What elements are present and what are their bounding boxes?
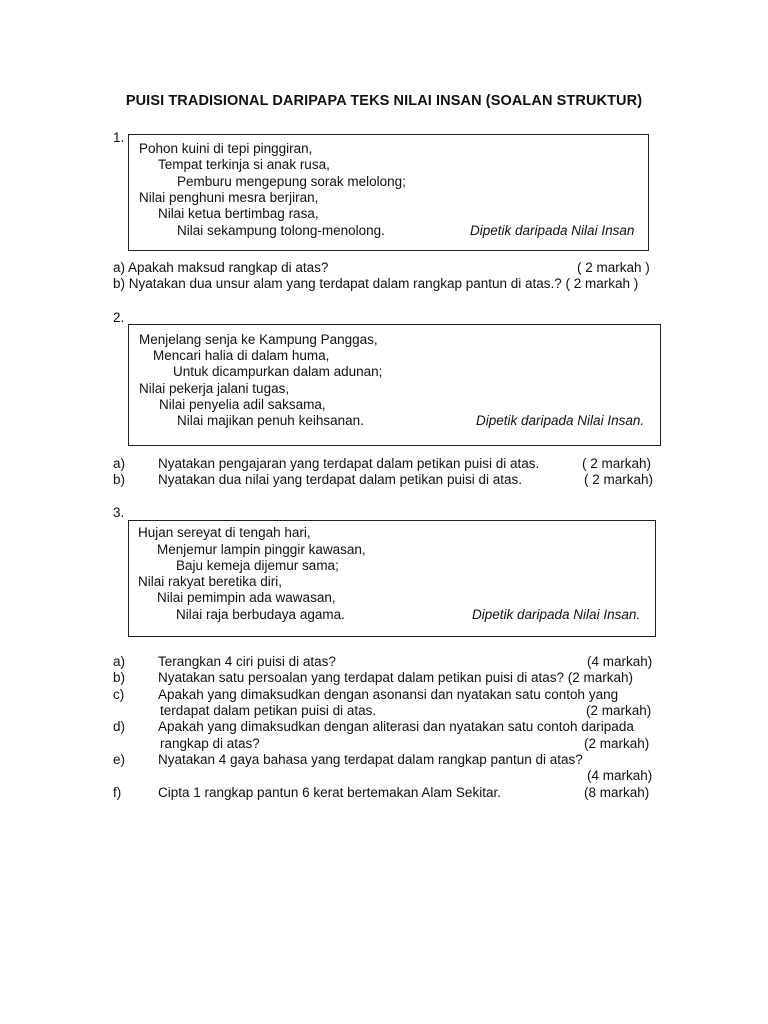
page-title: PUISI TRADISIONAL DARIPAPA TEKS NILAI INSAN (SOALAN STRUKTUR) xyxy=(125,93,643,109)
poem-box-3 xyxy=(128,520,656,637)
question-2b: Nyatakan dua nilai yang terdapat dalam petikan puisi di atas. xyxy=(158,472,522,487)
question-3e: Nyatakan 4 gaya bahasa yang terdapat dalam rangkap pantun di atas? xyxy=(158,752,583,767)
poem-line: Untuk dicampurkan dalam adunan; xyxy=(173,364,383,379)
poem-line: Nilai pemimpin ada wawasan, xyxy=(157,590,336,605)
question-3e-mark: (4 markah) xyxy=(587,768,653,783)
poem-line: Tempat terkinja si anak rusa, xyxy=(158,157,330,172)
poem-line: Nilai pekerja jalani tugas, xyxy=(139,381,290,396)
question-3d-label: d) xyxy=(113,719,126,734)
poem-line: Nilai penghuni mesra berjiran, xyxy=(139,190,319,205)
question-number-1: 1. xyxy=(113,130,125,145)
question-3f-label: f) xyxy=(113,785,122,800)
question-3e-label: e) xyxy=(113,752,126,767)
poem-line: Pohon kuini di tepi pinggiran, xyxy=(139,141,313,156)
question-3c-label: c) xyxy=(113,687,125,702)
poem-line: Mencari halia di dalam huma, xyxy=(153,348,330,363)
question-3a: Terangkan 4 ciri puisi di atas? xyxy=(158,654,336,669)
question-3c-line2: terdapat dalam petikan puisi di atas. xyxy=(160,703,377,718)
poem-line: Hujan sereyat di tengah hari, xyxy=(138,525,311,540)
question-3b: Nyatakan satu persoalan yang terdapat dalam petikan puisi di atas? (2 markah) xyxy=(158,670,634,685)
question-1a: a) Apakah maksud rangkap di atas? xyxy=(113,260,329,275)
poem-line: Menjemur lampin pinggir kawasan, xyxy=(157,542,366,557)
question-2a-mark: ( 2 markah) xyxy=(582,456,652,471)
poem-line: Nilai sekampung tolong-menolong. xyxy=(177,223,385,238)
question-2a: Nyatakan pengajaran yang terdapat dalam petikan puisi di atas. xyxy=(158,456,540,471)
question-1b: b) Nyatakan dua unsur alam yang terdapat dalam rangkap pantun di atas.? ( 2 markah ) xyxy=(113,276,639,291)
poem-line: Nilai majikan penuh keihsanan. xyxy=(177,413,364,428)
poem-source: Dipetik daripada Nilai Insan. xyxy=(476,413,645,428)
question-3b-label: b) xyxy=(113,670,126,685)
question-3f-mark: (8 markah) xyxy=(584,785,650,800)
question-3f: Cipta 1 rangkap pantun 6 kerat bertemakan Alam Sekitar. xyxy=(158,785,501,800)
poem-line: Pemburu mengepung sorak melolong; xyxy=(177,174,406,189)
poem-line: Nilai rakyat beretika diri, xyxy=(138,574,283,589)
question-1a-mark: ( 2 markah ) xyxy=(577,260,650,275)
question-3d-line2: rangkap di atas? xyxy=(160,736,260,751)
question-number-3: 3. xyxy=(113,505,125,520)
question-2b-mark: ( 2 markah) xyxy=(584,472,654,487)
poem-line: Nilai penyelia adil saksama, xyxy=(159,397,326,412)
question-number-2: 2. xyxy=(113,310,125,325)
poem-source: Dipetik daripada Nilai Insan. xyxy=(472,607,641,622)
poem-line: Menjelang senja ke Kampung Panggas, xyxy=(139,332,378,347)
question-3a-label: a) xyxy=(113,654,126,669)
question-3d-line1: Apakah yang dimaksudkan dengan aliterasi dan nyatakan satu contoh daripada xyxy=(158,719,634,734)
question-3c-line1: Apakah yang dimaksudkan dengan asonansi dan nyatakan satu contoh yang xyxy=(158,687,619,702)
poem-line: Nilai ketua bertimbag rasa, xyxy=(158,206,319,221)
poem-box-2 xyxy=(128,324,661,446)
question-2a-label: a) xyxy=(113,456,126,471)
poem-line: Baju kemeja dijemur sama; xyxy=(176,558,339,573)
question-3d-mark: (2 markah) xyxy=(584,736,650,751)
question-2b-label: b) xyxy=(113,472,126,487)
question-3a-mark: (4 markah) xyxy=(587,654,653,669)
poem-box-1 xyxy=(128,134,649,251)
poem-line: Nilai raja berbudaya agama. xyxy=(176,607,345,622)
question-3c-mark: (2 markah) xyxy=(586,703,652,718)
poem-source: Dipetik daripada Nilai Insan xyxy=(470,223,635,238)
